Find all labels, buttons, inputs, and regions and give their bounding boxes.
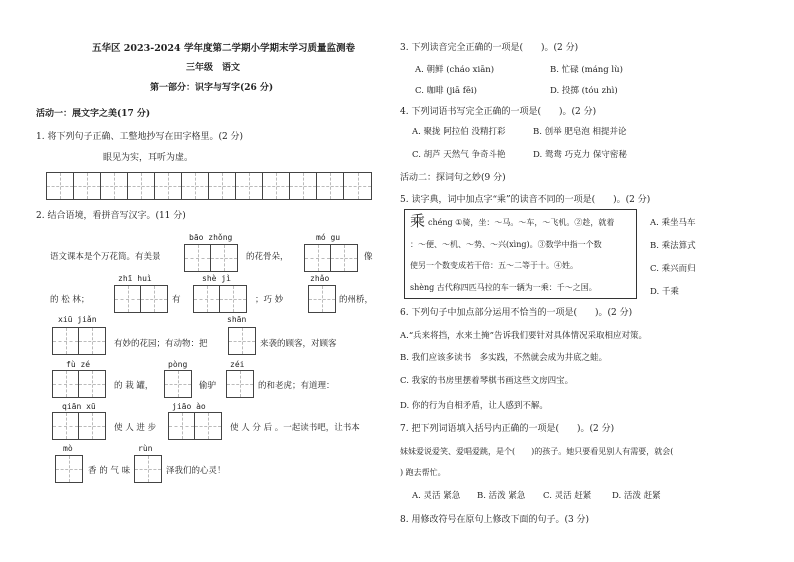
- pinyin-14: rùn: [138, 444, 153, 453]
- answer-box-baozhong[interactable]: [184, 244, 238, 272]
- grid-cell[interactable]: [290, 173, 317, 199]
- line6-text-b: 泽我们的心灵！: [166, 466, 226, 476]
- q1-sentence: 眼见为实，耳听为虚。: [103, 153, 194, 163]
- line2-text-d: 的州桥，: [339, 295, 374, 305]
- pinyin-2: mó gu: [316, 233, 341, 242]
- activity1-heading: 活动一：展文字之美(17 分): [36, 109, 151, 119]
- answer-box-mogu[interactable]: [304, 244, 358, 272]
- pinyin-7: shān: [227, 315, 247, 324]
- line4-text-b: 偷驴: [199, 381, 217, 391]
- grid-cell[interactable]: [128, 173, 155, 199]
- line3-text-b: 来袭的顾客，对顾客: [260, 339, 337, 349]
- dict-line-1: chéng ①骑，坐：～马。～车，～飞机。②趁，就着: [428, 218, 615, 227]
- pinyin-8: fù zé: [66, 360, 91, 369]
- grid-cell[interactable]: [236, 173, 263, 199]
- q3-opt-b[interactable]: B. 忙碌 (máng lù): [550, 65, 623, 75]
- answer-box-zhao[interactable]: [308, 285, 336, 313]
- q6-opt-b[interactable]: B. 我们应该多读书 多实践，不然就会成为井底之蛙。: [400, 353, 608, 363]
- part1-heading: 第一部分：识字与写字(26 分): [150, 83, 274, 93]
- q3-opt-c[interactable]: C. 咖啡 (jiā fēi): [415, 86, 477, 96]
- q3-prompt: 3. 下列读音完全正确的一项是( )。(2 分): [400, 43, 579, 53]
- answer-box-shan[interactable]: [228, 327, 256, 355]
- q7-text-line1: 妹妹爱说爱笑、爱唱爱跳，是个( )的孩子。她只要看见别人有需要，就会(: [400, 447, 674, 456]
- pinyin-11: qiān xū: [62, 402, 96, 411]
- grid-cell[interactable]: [74, 173, 101, 199]
- q6-prompt: 6. 下列句子中加点部分运用不恰当的一项是( )。(2 分): [400, 308, 633, 318]
- pinyin-1: bāo zhǒng: [189, 233, 233, 242]
- answer-box-run[interactable]: [134, 455, 162, 483]
- q4-opt-b[interactable]: B. 创举 肥皂泡 相提并论: [533, 127, 627, 137]
- answer-box-sheji[interactable]: [193, 285, 247, 313]
- grid-cell[interactable]: [155, 173, 182, 199]
- q5-prompt: 5. 读字典，词中加点字“乘”的读音不同的一项是( )。(2 分): [400, 195, 651, 205]
- grid-cell[interactable]: [101, 173, 128, 199]
- grade-label: 三年级 语文: [186, 63, 241, 73]
- answer-box-mo[interactable]: [55, 455, 83, 483]
- pinyin-3: zhī huì: [118, 274, 152, 283]
- q6-opt-d[interactable]: D. 你的行为自相矛盾，让人感到不解。: [400, 401, 548, 411]
- answer-box-peng[interactable]: [164, 370, 192, 398]
- answer-box-qianxu[interactable]: [52, 412, 106, 440]
- pinyin-6: xiū jiǎn: [58, 315, 97, 324]
- grid-cell[interactable]: [344, 173, 371, 199]
- pinyin-13: mò: [63, 444, 73, 453]
- q5-opt-a[interactable]: A. 乘坐马车: [650, 218, 696, 228]
- q5-opt-c[interactable]: C. 乘兴而归: [650, 264, 696, 274]
- q7-prompt: 7. 把下列词语填入括号内正确的一项是( )。(2 分): [400, 424, 615, 434]
- q7-opt-a[interactable]: A. 灵活 紧急: [412, 491, 461, 501]
- pinyin-12: jiāo ào: [172, 402, 206, 411]
- q5-opt-b[interactable]: B. 乘法算式: [650, 241, 696, 251]
- pinyin-10: zéi: [230, 360, 245, 369]
- grid-cell[interactable]: [317, 173, 344, 199]
- pinyin-9: pòng: [168, 360, 188, 369]
- answer-box-zhihui[interactable]: [114, 285, 168, 313]
- q3-opt-d[interactable]: D. 投掷 (tóu zhì): [550, 86, 618, 96]
- grid-cell[interactable]: [209, 173, 236, 199]
- dict-line-3: 使另一个数变成若干倍：五～二等于十。④姓。: [410, 261, 578, 270]
- grid-cell[interactable]: [263, 173, 290, 199]
- q4-prompt: 4. 下列词语书写完全正确的一项是( )。(2 分): [400, 107, 597, 117]
- line2-text-c: ；巧 妙: [255, 295, 284, 305]
- line5-text-b: 使 人 分 后 。一起读书吧，让书本: [230, 423, 360, 433]
- line4-text-c: 的和老虎；有道理：: [258, 381, 335, 391]
- line3-text: 有妙的花园；有动物：把: [114, 339, 208, 349]
- q1-prompt: 1. 将下列句子正确、工整地抄写在田字格里。(2 分): [36, 132, 244, 142]
- q6-opt-c[interactable]: C. 我家的书房里摆着琴棋书画这些文房四宝。: [400, 376, 574, 386]
- line6-text-a: 香 的 气 味: [88, 466, 131, 476]
- line2-text-b: 有: [172, 295, 181, 305]
- q5-opt-d[interactable]: D. 千乘: [650, 287, 679, 297]
- line4-text-a: 的 栽 罐，: [114, 381, 154, 391]
- activity2-heading: 活动二：探词句之妙(9 分): [400, 173, 506, 183]
- q4-opt-c[interactable]: C. 胡芦 天然气 争奇斗艳: [412, 150, 506, 160]
- q7-text-line2: ) 跑去帮忙。: [400, 468, 446, 477]
- pinyin-4: shè jì: [202, 274, 231, 283]
- answer-box-jiaoao[interactable]: [168, 412, 222, 440]
- pinyin-5: zhǎo: [310, 274, 330, 283]
- q7-opt-c[interactable]: C. 灵活 赶紧: [543, 491, 592, 501]
- dictionary-char: 乘: [410, 212, 426, 230]
- q3-opt-a[interactable]: A. 朝鲜 (cháo xiān): [415, 65, 495, 75]
- line1-text-c: 像: [364, 252, 373, 262]
- copy-grid[interactable]: [46, 172, 372, 200]
- exam-title: 五华区 2023-2024 学年度第二学期小学期末学习质量监测卷: [92, 43, 355, 54]
- q2-prompt: 2. 结合语境，看拼音写汉字。(11 分): [36, 211, 186, 221]
- q7-opt-d[interactable]: D. 活泼 赶紧: [612, 491, 661, 501]
- dict-line-4: shèng 古代称四匹马拉的车一辆为一乘：千～之国。: [410, 283, 597, 292]
- q4-opt-d[interactable]: D. 鸳鸯 巧克力 保守密秘: [533, 150, 627, 160]
- answer-box-zei[interactable]: [226, 370, 254, 398]
- q6-opt-a[interactable]: A.“兵来将挡，水来土掩”告诉我们要针对具体情况采取相应对策。: [400, 331, 648, 341]
- q4-opt-a[interactable]: A. 聚拢 阿拉伯 没精打彩: [412, 127, 506, 137]
- line1-text: 语文课本是个万花筒。有美景: [50, 252, 161, 262]
- answer-box-fuze[interactable]: [52, 370, 106, 398]
- line2-text-a: 的 松 林；: [50, 295, 90, 305]
- grid-cell[interactable]: [182, 173, 209, 199]
- grid-cell[interactable]: [47, 173, 74, 199]
- line1-text-b: 的花骨朵，: [246, 252, 289, 262]
- q8-prompt: 8. 用修改符号在原句上修改下面的句子。(3 分): [400, 515, 590, 525]
- line5-text-a: 使 人 进 步: [114, 423, 157, 433]
- answer-box-xiujian[interactable]: [52, 327, 106, 355]
- dict-line-2: ：～便、～机、～势、～兴(xìng)。③数学中指一个数: [410, 240, 602, 249]
- q7-opt-b[interactable]: B. 活泼 紧急: [477, 491, 526, 501]
